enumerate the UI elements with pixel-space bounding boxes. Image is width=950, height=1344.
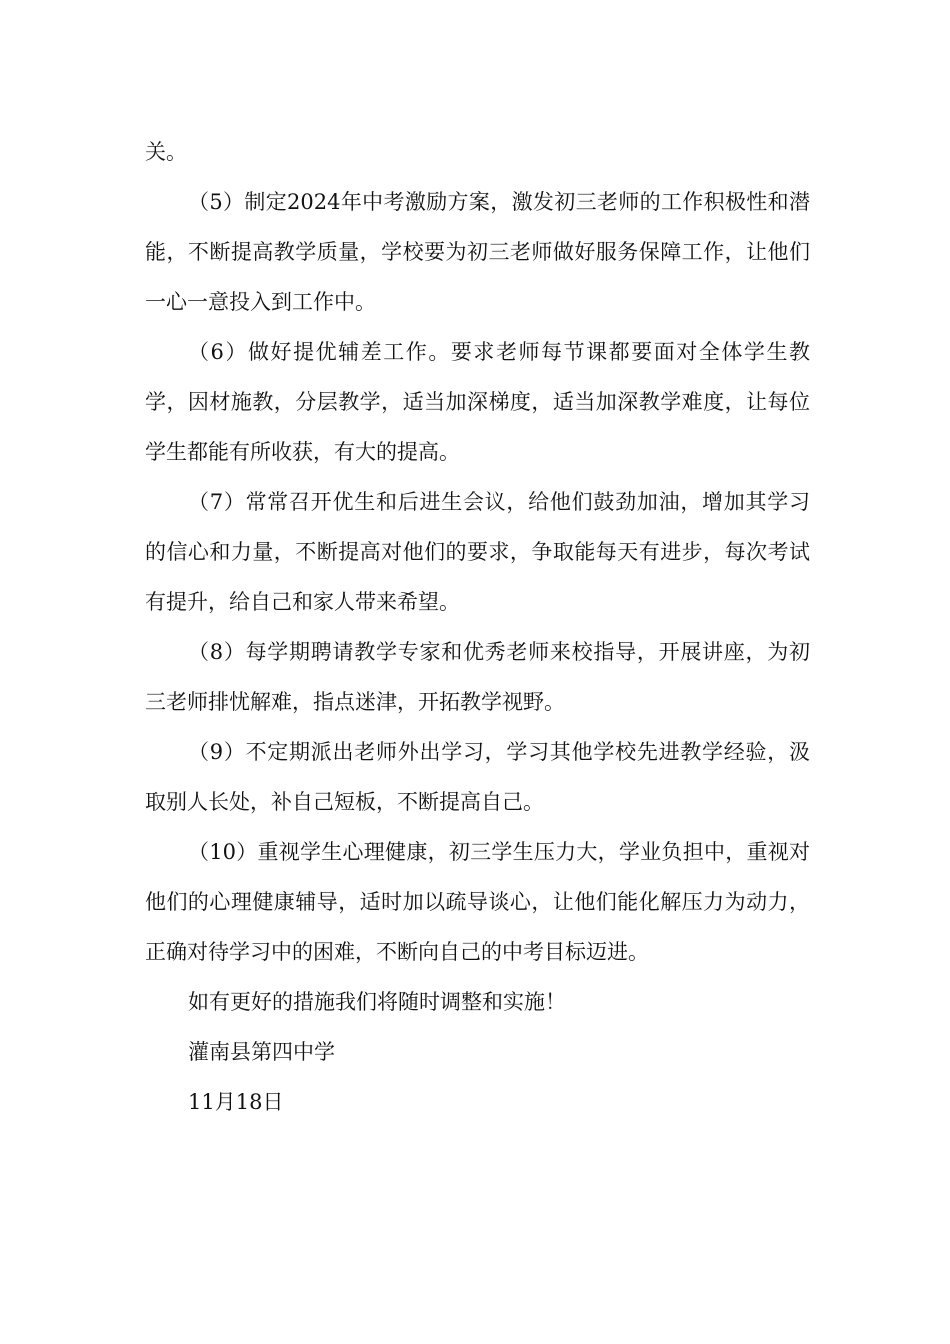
signature-date: 11月18日 bbox=[188, 1090, 284, 1114]
paragraph-item-8: （8）每学期聘请教学专家和优秀老师来校指导，开展讲座，为初三老师排忧解难，指点迷津，开拓教学视野。 bbox=[145, 640, 810, 714]
paragraph-item-7: （7）常常召开优生和后进生会议，给他们鼓劲加油，增加其学习的信心和力量，不断提高对他们的要求，争取能每天有进步，每次考试有提升，给自己和家人带来希望。 bbox=[145, 490, 810, 614]
paragraph-item-10: （10）重视学生心理健康，初三学生压力大，学业负担中，重视对他们的心理健康辅导，适时加以疏导谈心，让他们能化解压力为动力，正确对待学习中的困难，不断向自己的中考目标迈进。 bbox=[145, 840, 810, 964]
paragraph-item-5: （5）制定2024年中考激励方案，激发初三老师的工作积极性和潜能，不断提高教学质量，学校要为初三老师做好服务保障工作，让他们一心一意投入到工作中。 bbox=[145, 190, 810, 314]
signature-organization: 灌南县第四中学 bbox=[188, 1040, 335, 1064]
closing-statement: 如有更好的措施我们将随时调整和实施！ bbox=[188, 990, 566, 1014]
paragraph-continuation: 关。 bbox=[145, 140, 187, 164]
paragraph-item-6: （6）做好提优辅差工作。要求老师每节课都要面对全体学生教学，因材施教，分层教学，适当加深梯度，适当加深教学难度，让每位学生都能有所收获，有大的提高。 bbox=[145, 340, 810, 464]
paragraph-item-9: （9）不定期派出老师外出学习，学习其他学校先进教学经验，汲取别人长处，补自己短板，不断提高自己。 bbox=[145, 740, 810, 814]
document-body bbox=[145, 127, 810, 1127]
